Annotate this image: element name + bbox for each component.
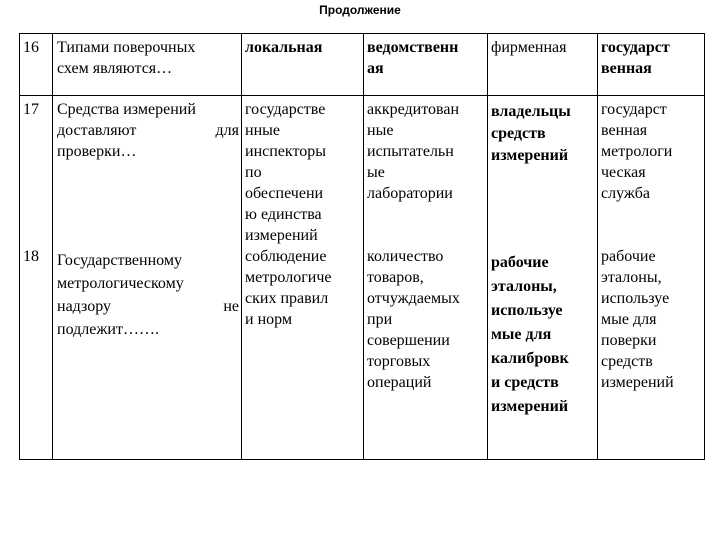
answer-option: рабочие эталоны, используе мые для калибровк и средств измерений — [491, 254, 569, 415]
table-row — [20, 96, 705, 460]
answer-option: государстве нные инспекторы по обеспечени ю единства измерений соблюдение метрологиче ских правил и норм — [242, 96, 364, 460]
answer-option: локальная — [242, 34, 364, 96]
answer-option: владельцы средств измерений рабочие эталоны, используе мые для калибровк и средств измерений — [488, 96, 598, 460]
answer-option: ведомственн ая — [364, 34, 488, 96]
quiz-table — [19, 33, 705, 460]
question-text: Государственному метрологическому надзору не подлежит……. — [57, 252, 239, 338]
answer-option: государст венная метрологи ческая служба рабочие эталоны, используе мые для поверки средств измерений — [598, 96, 705, 460]
question-text: Типами поверочных схем являются… — [53, 34, 242, 96]
question-number: 18 — [23, 248, 39, 265]
answer-option: фирменная — [488, 34, 598, 96]
answer-option: рабочие эталоны, используе мые для поверки средств измерений — [601, 248, 674, 391]
question-number: 17 18 — [20, 96, 53, 460]
answer-option: аккредитован ные испытательн ые лаборатории количество товаров, отчуждаемых при совершении торговых операций — [364, 96, 488, 460]
table-row — [20, 34, 705, 96]
answer-option: количество товаров, отчуждаемых при совершении торговых операций — [367, 248, 460, 391]
answer-option: государст венная — [598, 34, 705, 96]
question-text: Средства измерений доставляют для проверки… Государственному метрологическому надзору не подлежит……. — [53, 96, 242, 460]
question-number: 16 — [20, 34, 53, 96]
answer-option: соблюдение метрологиче ских правил и норм — [245, 248, 332, 328]
page-heading: Продолжение — [319, 3, 401, 17]
